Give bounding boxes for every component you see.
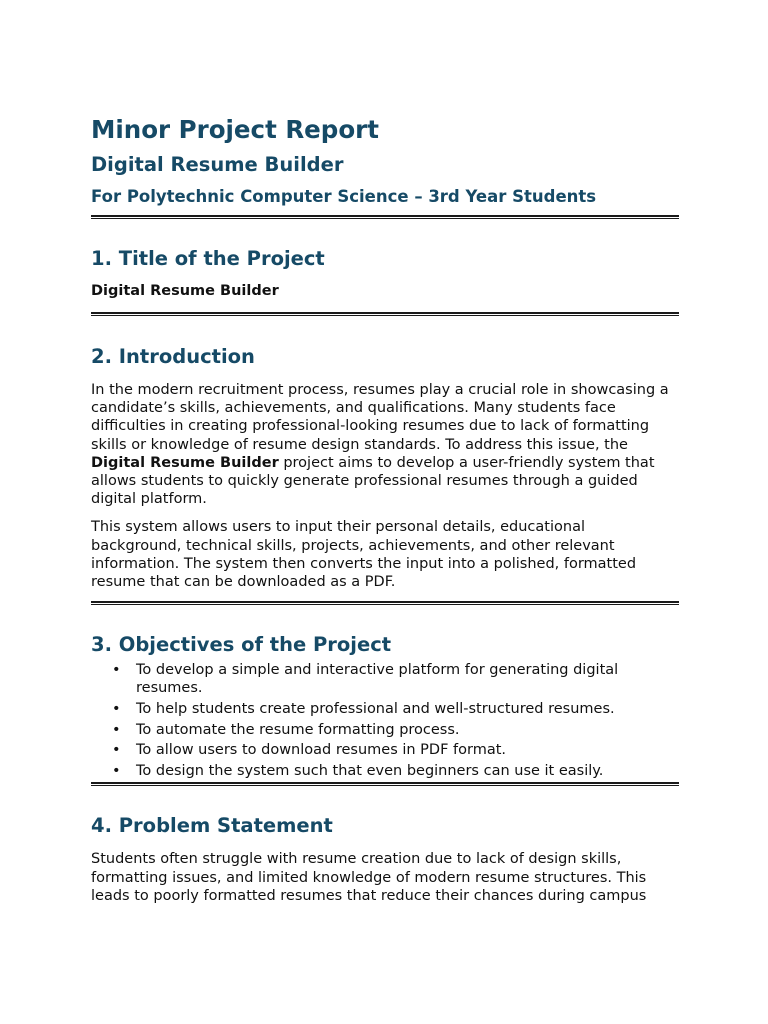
section-divider <box>91 215 679 219</box>
bullet-icon: • <box>112 742 121 759</box>
objective-text: To automate the resume formatting process. <box>136 721 460 738</box>
bullet-icon: • <box>112 701 121 718</box>
introduction-paragraph-2: This system allows users to input their personal details, educational background, technical skills, projects, achievements, and other relevant information. The system then converts the input into a polished, formatted resume that can be downloaded as a PDF. <box>91 519 637 591</box>
list-item <box>91 700 679 718</box>
section-heading-objectives: 3. Objectives of the Project <box>91 633 392 657</box>
section-divider <box>91 312 679 316</box>
introduction-text: In the modern recruitment process, resumes play a crucial role in showcasing a candidate’s skills, achievements, and qualifications. Many students face difficulties in creating professional-looking resumes due to lack of formatting skills or knowledge of resume design standards. To address this issue, the <box>91 382 669 453</box>
introduction-paragraph-1 <box>91 381 679 508</box>
list-item <box>91 661 679 697</box>
report-title: Minor Project Report <box>91 115 379 144</box>
bullet-icon: • <box>112 762 121 779</box>
list-item <box>91 762 679 780</box>
objective-text: To allow users to download resumes in PDF format. <box>136 742 507 759</box>
project-title-value: Digital Resume Builder <box>91 283 279 299</box>
bullet-icon: • <box>112 662 121 679</box>
section-divider <box>91 601 679 605</box>
objectives-list <box>91 661 679 780</box>
objective-text: To help students create professional and well-structured resumes. <box>136 701 615 718</box>
list-item <box>91 741 679 759</box>
document-content <box>91 112 679 905</box>
report-subtitle: Digital Resume Builder <box>91 153 344 176</box>
objective-text: To develop a simple and interactive platform for generating digital resumes. <box>136 662 619 697</box>
section-divider <box>91 782 679 786</box>
section-heading-introduction: 2. Introduction <box>91 345 255 368</box>
project-name-emphasis: Digital Resume Builder <box>91 454 279 471</box>
objective-text: To design the system such that even beginners can use it easily. <box>136 762 604 779</box>
bullet-icon: • <box>112 721 121 738</box>
section-heading-title: 1. Title of the Project <box>91 247 325 270</box>
problem-statement-paragraph: Students often struggle with resume creation due to lack of design skills, formatting issues, and limited knowledge of modern resume structures. This leads to poorly formatted resumes that reduce their chances during campus <box>91 851 647 904</box>
section-heading-problem-statement: 4. Problem Statement <box>91 814 333 838</box>
report-audience: For Polytechnic Computer Science – 3rd Year Students <box>91 187 597 206</box>
list-item <box>91 721 679 739</box>
introduction-text: project aims to develop a user-friendly system that allows students to quickly generate professional resumes through a guided digital platform. <box>91 454 655 508</box>
